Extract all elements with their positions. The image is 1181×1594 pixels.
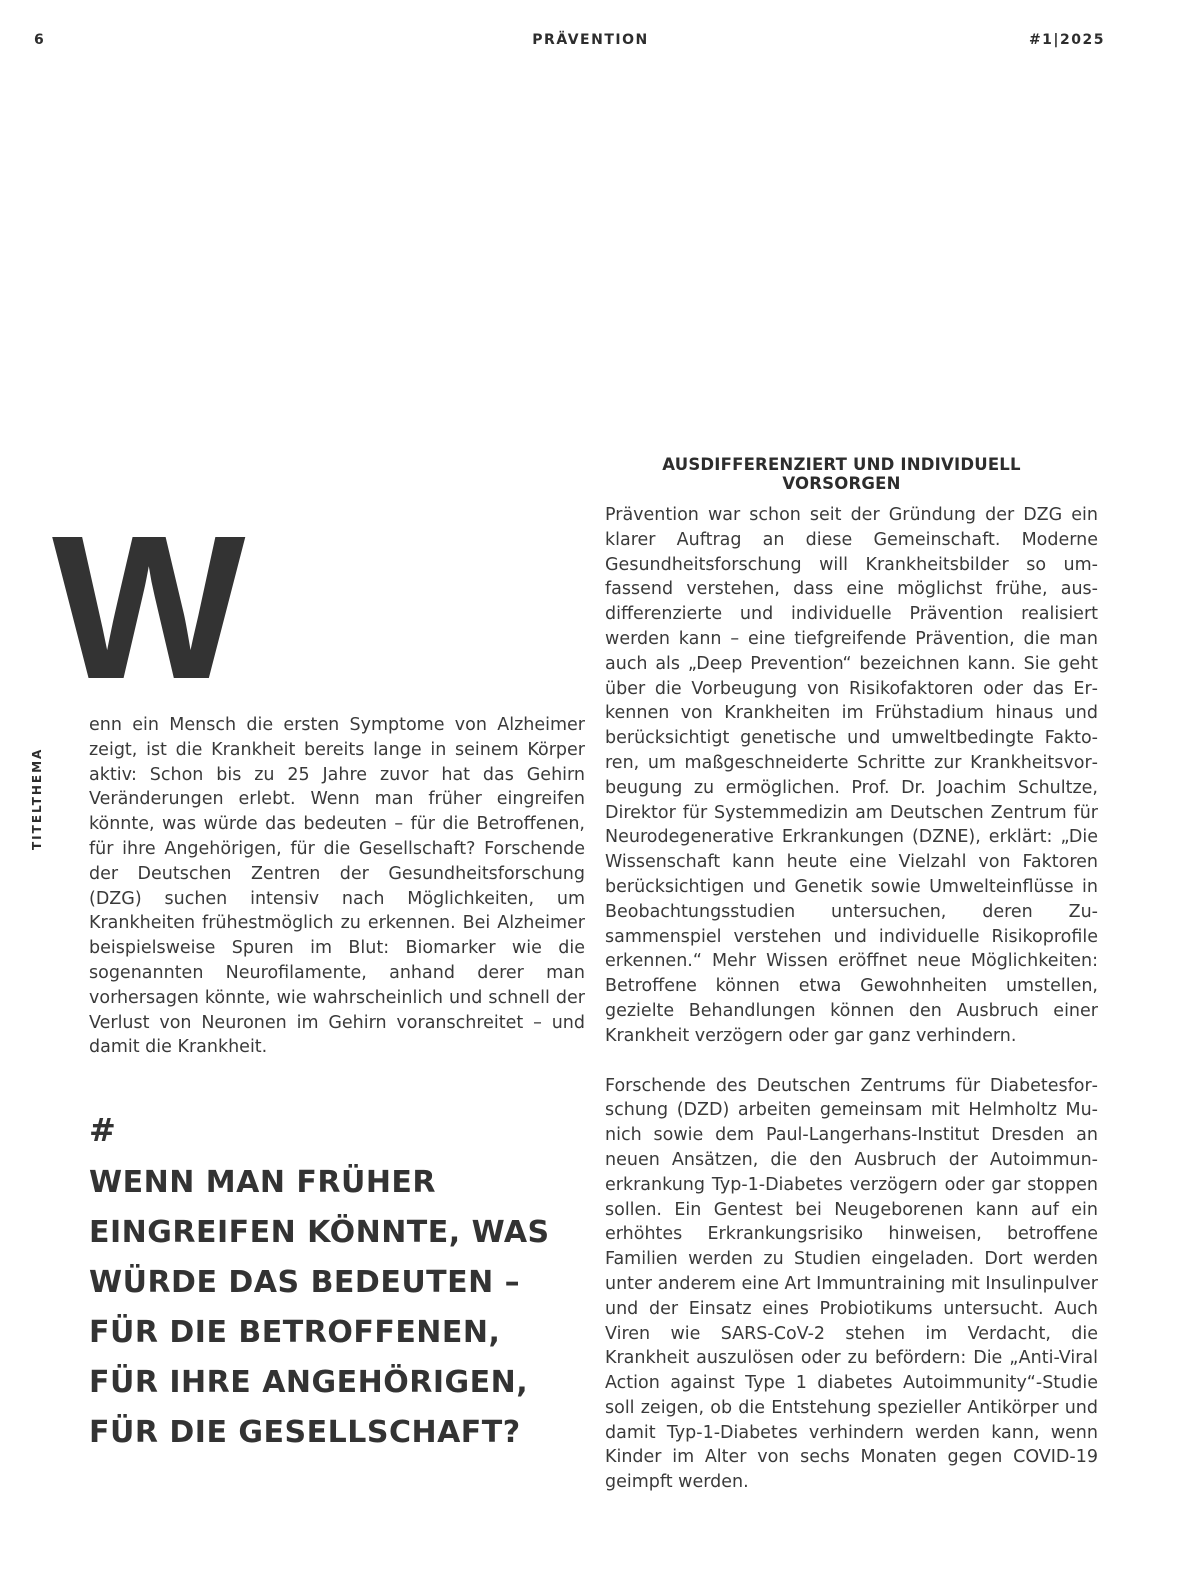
- section-heading: AUSDIFFERENZIERT UND INDIVIDUELL VORSORGEN: [662, 455, 1021, 493]
- section-title: PRÄVENTION: [532, 32, 649, 48]
- issue-number: #1|2025: [1028, 32, 1105, 48]
- paragraph-1: Prävention war schon seit der Gründung der DZG ein klarer Auftrag an diese Gemeinschaft. Moderne Gesundheitsforschung will Krankheitsbilder so umfassend verstehen, dass eine möglichst frühe, ausdifferenzierte und individuelle Prävention realisiert werden kann – eine tiefgreifende Prävention, die man auch als „Deep Prevention“ bezeichnen kann. Sie geht über die Vorbeugung von Risikofaktoren oder das Erkennen von Krankheiten im Frühstadium hinaus und berücksichtigt genetische und umweltbedingte Faktoren, um maßgeschneiderte Schritte zur Krankheitsvorbeugung zu ermöglichen. Prof. Dr. Joachim Schultze, Direktor für Systemmedizin am Deutschen Zentrum für Neurodegenerative Erkrankungen (DZNE), erklärt: „Die Wissenschaft kann heute eine Vielzahl von Faktoren berücksichtigen und Genetik sowie Umwelteinflüsse in Beobachtungsstudien untersuchen, deren Zusammenspiel verstehen und individuelle Risikoprofile erkennen.“ Mehr Wissen eröffnet neue Möglichkeiten: Betroffene können etwa Gewohnheiten umstellen, gezielte Behandlungen können den Ausbruch einer Krankheit verzögern oder gar ganz verhindern.: [605, 505, 1098, 1046]
- drop-cap: W: [52, 493, 238, 722]
- page-number: 6: [34, 32, 46, 48]
- right-column: [605, 503, 1098, 1495]
- lead-paragraph: enn ein Mensch die ersten Symptome von Alzheimer zeigt, ist die Krankheit bereits lange in seinem Körper aktiv: Schon bis zu 25 Jahre zuvor hat das Gehirn Veränderungen erlebt. Wenn man früher eingreifen könnte, was würde das bedeuten – für die Betroffenen, für ihre Angehörigen, für die Gesellschaft? Forschende der Deutschen Zentren der Gesundheitsforschung (DZG) suchen intensiv nach Möglichkeiten, um Krankheiten frühestmöglich zu erkennen. Bei Alzheimer beispielsweise Spuren im Blut: Biomarker wie die sogenannten Neurofilamente, anhand derer man vorhersagen könnte, wie wahrscheinlich und schnell der Verlust von Neuronen im Gehirn voranschreitet – und damit die Krankheit.: [89, 715, 585, 1058]
- side-label: TITELTHEMA: [30, 747, 44, 850]
- pull-quote-text: WENN MAN FRÜHER EINGREIFEN KÖNNTE, WAS WÜRDE DAS BEDEUTEN – FÜR DIE BETROFFENEN, FÜR IHRE ANGEHÖRIGEN, FÜR DIE GESELLSCHAFT?: [89, 1165, 550, 1450]
- paragraph-2: Forschende des Deutschen Zentrums für Diabetesforschung (DZD) arbeiten gemeinsam mit Helmholtz Munich sowie dem Paul-Langerhans-Institut Dresden an neuen Ansätzen, die den Ausbruch der Autoimmunerkrankung Typ-1-Diabetes verzögern oder gar stoppen sollen. Ein Gentest bei Neugeborenen kann auf ein erhöhtes Erkrankungsrisiko hinweisen, betroffene Familien werden zu Studien eingeladen. Dort werden unter anderem eine Art Immuntraining mit Insulinpulver und der Einsatz eines Probiotikums untersucht. Auch Viren wie SARS-CoV-2 stehen im Verdacht, die Krankheit auszulösen oder zu befördern: Die „Anti-Viral Action against Type 1 diabetes Autoimmunity“-Studie soll zeigen, ob die Entstehung spezieller Antikörper und damit Typ-1-Diabetes verhindern werden kann, wenn Kinder im Alter von sechs Monaten gegen COVID-19 geimpft werden.: [605, 1075, 1098, 1493]
- pull-quote: [89, 1110, 569, 1458]
- pull-quote-mark: #: [89, 1111, 116, 1149]
